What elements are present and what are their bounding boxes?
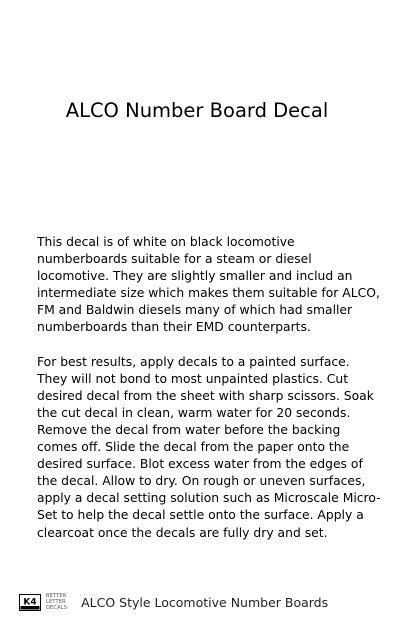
logo-tagline: [46, 593, 67, 611]
logo-tagline-line: DECALS: [46, 605, 68, 611]
logo-tagline-line: LETTER: [46, 599, 66, 605]
brand-logo: [19, 593, 67, 611]
k4-logo-icon: [19, 594, 41, 611]
description-paragraph: This decal is of white on black locomotive numberboards suitable for a steam or diesel locomotive. They are slightly smaller and includ an intermediate size which makes them suitable for ALCO, FM and Baldwin diesels many of which had smaller numberboards than their EMD counterparts.: [37, 235, 380, 335]
document-body: [37, 234, 381, 542]
document-title: ALCO Number Board Decal: [65, 99, 329, 122]
footer-label: ALCO Style Locomotive Number Boards: [81, 594, 329, 610]
logo-tagline-line: BETTER: [46, 593, 67, 599]
instructions-paragraph: For best results, apply decals to a painted surface. They will not bond to most unpainted plastics. Cut desired decal from the sheet with sharp scissors. Soak the cut decal in clean, warm water for 20 seconds. Remove the decal from water before the backing comes off. Slide the decal from the paper onto the desired surface. Blot excess water from the edges of the decal. Allow to dry. On rough or uneven surfaces, apply a decal setting solution such as Microscale Micro-Set to help the decal settle onto the surface. Apply a clearcoat once the decals are fully dry and set.: [37, 354, 381, 540]
svg-text:K4: K4: [23, 597, 37, 607]
footer: [19, 590, 328, 614]
